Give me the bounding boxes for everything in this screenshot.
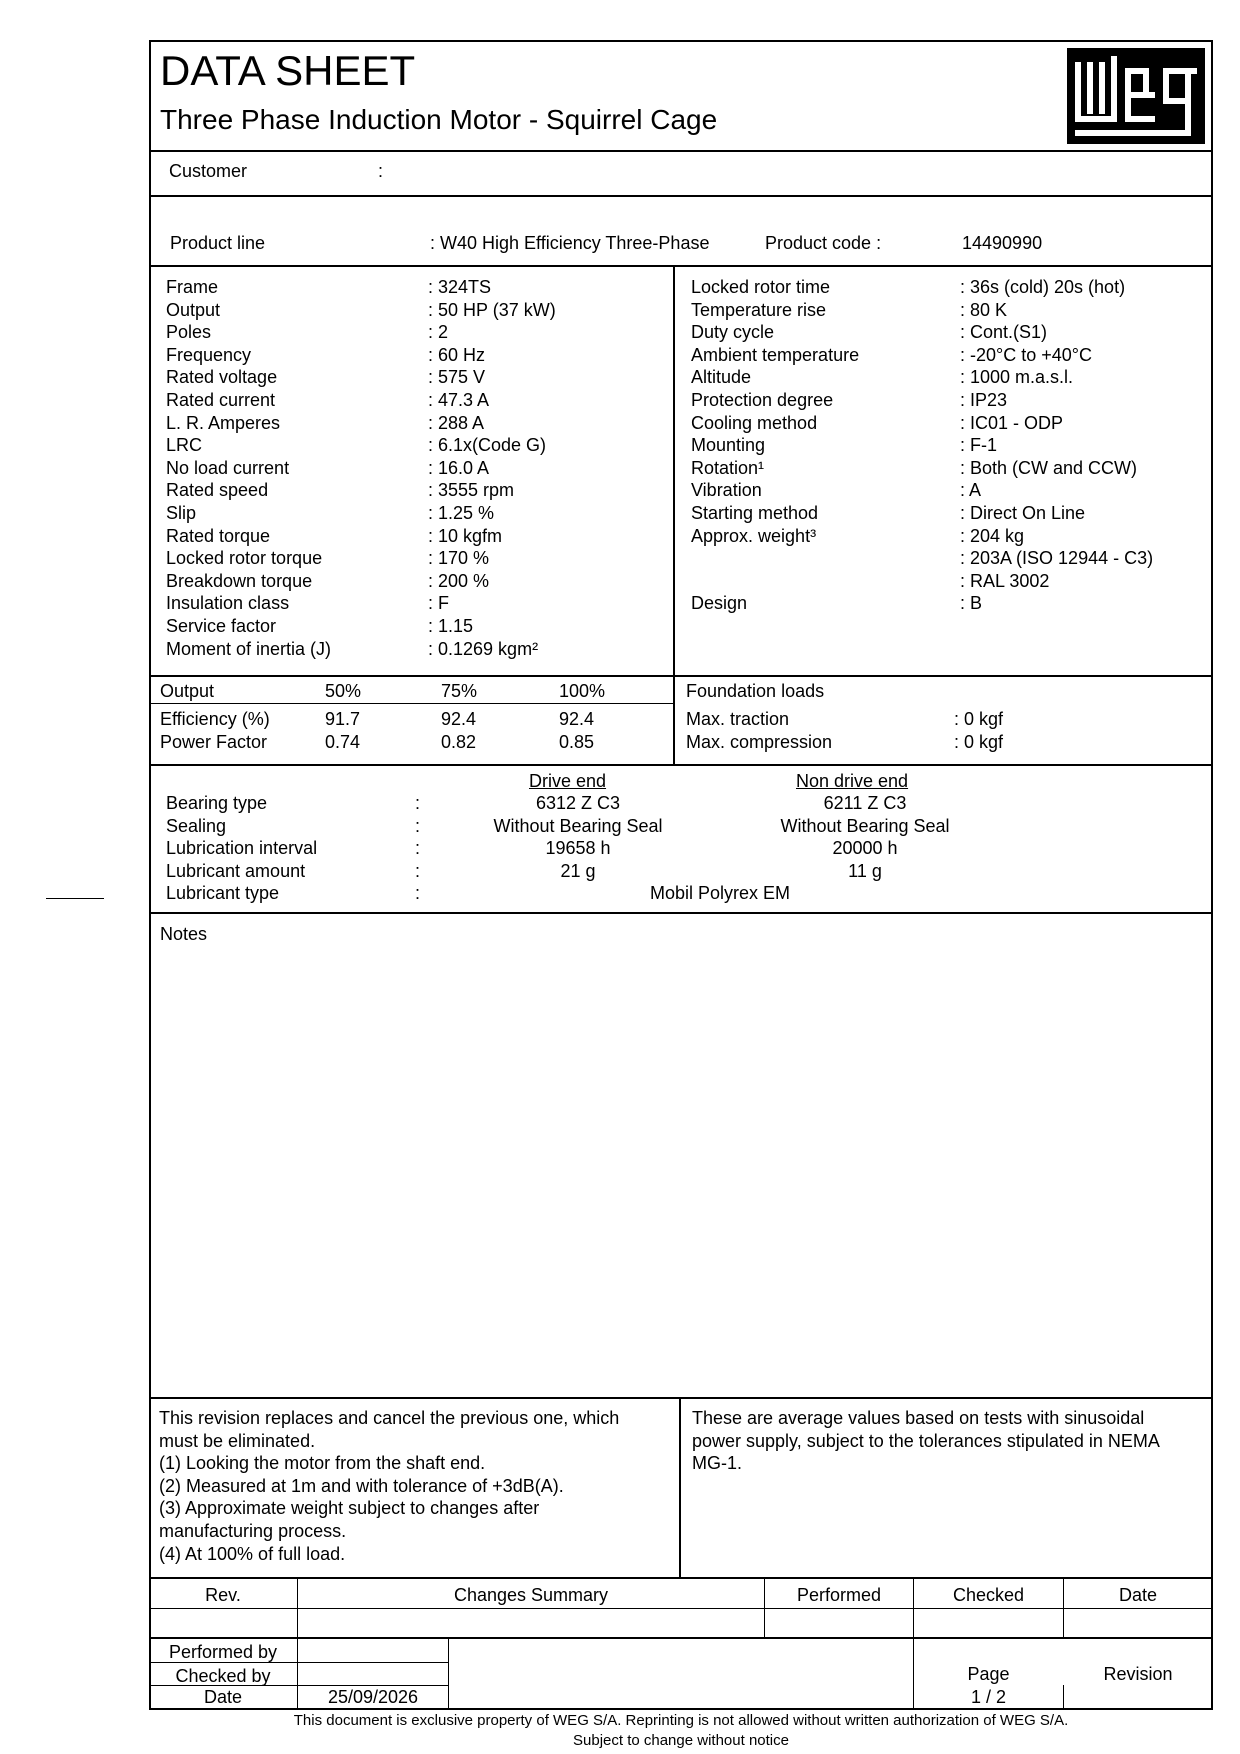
spec-value: : 575 V	[428, 367, 486, 388]
bearing-label: Sealing	[166, 816, 227, 836]
spec-value: : 204 kg	[960, 525, 1025, 546]
bearing-de-value: 21 g	[560, 861, 596, 881]
revision-header-checked: Checked	[952, 1585, 1025, 1605]
spec-label: Poles	[166, 322, 212, 343]
bearing-sep: :	[415, 861, 421, 881]
bearing-de-value: 19658 h	[545, 838, 611, 858]
performance-cell: 0.74	[325, 732, 361, 752]
foundation-label: Max. compression	[686, 732, 833, 752]
spec-value: : 1000 m.a.s.l.	[960, 367, 1074, 388]
bearing-nde-value: 6211 Z C3	[823, 793, 907, 813]
spec-value: : IP23	[960, 389, 1008, 410]
spec-label: Design	[691, 593, 748, 614]
performance-row-label: Power Factor	[160, 732, 268, 752]
spec-label: LRC	[166, 435, 203, 456]
bearing-nde-value: Without Bearing Seal	[780, 816, 950, 836]
footnote-line: must be eliminated.	[159, 1430, 316, 1451]
date-label: Date	[203, 1687, 243, 1707]
product-code-value: 14490990	[962, 233, 1043, 253]
customer-sep: :	[378, 161, 384, 181]
bearing-nde-value: 20000 h	[832, 838, 898, 858]
foundation-title: Foundation loads	[686, 681, 825, 701]
performance-cell: 92.4	[441, 709, 477, 729]
spec-value: : 47.3 A	[428, 389, 490, 410]
margin-mark	[46, 898, 104, 899]
spec-value: : Both (CW and CCW)	[960, 457, 1138, 478]
spec-value: : 203A (ISO 12944 - C3)	[960, 548, 1154, 569]
performance-cell: 91.7	[325, 709, 361, 729]
frame-right-border	[1211, 41, 1213, 1710]
signoff-col-divider-4	[1063, 1685, 1064, 1709]
performance-cell: 0.82	[441, 732, 477, 752]
spec-label	[691, 547, 859, 570]
spec-label: Slip	[166, 502, 197, 523]
divider-notes	[149, 1397, 1213, 1399]
spec-label: Altitude	[691, 367, 752, 388]
spec-value: : A	[960, 480, 982, 501]
frame-bottom-border	[149, 1708, 1213, 1710]
spec-value: : 60 Hz	[428, 344, 486, 365]
divider-specs-vertical	[673, 266, 675, 765]
drive-end-header: Drive end	[529, 771, 607, 791]
spec-value: : 3555 rpm	[428, 480, 515, 501]
revision-header-rev: Rev.	[205, 1585, 241, 1605]
divider-bearings	[149, 912, 1213, 914]
spec-label: Rated torque	[166, 525, 271, 546]
bearing-de-value: 6312 Z C3	[535, 793, 621, 813]
frame-top-border	[149, 40, 1213, 42]
lubricant-type-sep: :	[415, 883, 421, 903]
footnote-line: This revision replaces and cancel the previous one, which	[159, 1408, 620, 1428]
performance-header-50: 50%	[325, 681, 362, 701]
bearing-label: Lubricant amount	[166, 861, 306, 881]
spec-value: : 16.0 A	[428, 457, 490, 478]
performance-header-100: 100%	[559, 681, 606, 701]
frame-left-border	[149, 41, 151, 1710]
spec-label: Breakdown torque	[166, 570, 313, 591]
page-subtitle: Three Phase Induction Motor - Squirrel Cage	[160, 104, 718, 135]
notes-label: Notes	[160, 924, 208, 944]
bearing-sep: :	[415, 793, 421, 813]
footnote-line: (1) Looking the motor from the shaft end.	[159, 1453, 486, 1474]
spec-value: : 200 %	[428, 570, 490, 591]
footnotes-right	[692, 1407, 1160, 1475]
spec-label: Moment of inertia (J)	[166, 638, 332, 659]
foundation-value: : 0 kgf	[954, 709, 1004, 729]
spec-value: : 80 K	[960, 299, 1008, 320]
spec-label: Duty cycle	[691, 322, 775, 343]
bearing-label: Bearing type	[166, 793, 268, 813]
spec-label: Locked rotor torque	[166, 548, 323, 569]
page-title: DATA SHEET	[160, 47, 416, 94]
spec-value: : 1.15	[428, 615, 474, 636]
spec-label: Output	[166, 299, 221, 320]
page-value: 1 / 2	[970, 1687, 1007, 1707]
revision-header-changes: Changes Summary	[453, 1585, 609, 1605]
performance-cell: 0.85	[559, 732, 595, 752]
spec-value: : 288 A	[428, 412, 485, 433]
spec-label: Temperature rise	[691, 299, 827, 320]
spec-value: : 0.1269 kgm²	[428, 638, 539, 659]
spec-value: : F	[428, 593, 449, 614]
performance-header-output: Output	[160, 681, 215, 701]
spec-label: Cooling method	[691, 412, 818, 433]
performance-header-75: 75%	[441, 681, 478, 701]
footnote-line: (4) At 100% of full load.	[159, 1543, 346, 1564]
footnote-line: (3) Approximate weight subject to changes after	[159, 1498, 540, 1519]
spec-value: : -20°C to +40°C	[960, 344, 1092, 365]
lubricant-type-value: Mobil Polyrex EM	[649, 883, 791, 903]
date-value: 25/09/2026	[327, 1687, 419, 1707]
spec-label: Starting method	[691, 502, 819, 523]
non-drive-end-header: Non drive end	[796, 771, 909, 791]
footnote-line: manufacturing process.	[159, 1520, 347, 1541]
performance-cell: 92.4	[559, 709, 595, 729]
page-label: Page	[967, 1664, 1010, 1684]
spec-label: Rotation¹	[691, 457, 765, 478]
divider-customer	[149, 195, 1213, 197]
checked-by-label: Checked by	[175, 1666, 271, 1686]
spec-value: : 6.1x(Code G)	[428, 435, 547, 456]
spec-label: Vibration	[691, 480, 762, 501]
divider-product	[149, 265, 1213, 267]
spec-value: : F-1	[960, 435, 998, 456]
spec-value: : 1.25 %	[428, 502, 495, 523]
customer-label: Customer	[169, 161, 248, 181]
spec-value: : Cont.(S1)	[960, 322, 1048, 343]
revision-header-performed: Performed	[796, 1585, 882, 1605]
performance-row-label: Efficiency (%)	[160, 709, 270, 729]
spec-label: Frame	[166, 277, 219, 297]
spec-label: Service factor	[166, 615, 277, 636]
product-code-label: Product code :	[765, 233, 882, 253]
specs-right-labels	[691, 276, 859, 615]
bearing-nde-value: 11 g	[848, 861, 882, 881]
spec-label: Insulation class	[166, 593, 290, 614]
divider-performance	[149, 764, 1213, 766]
divider-performance-header	[149, 703, 674, 704]
footnote-line: power supply, subject to the tolerances stipulated in NEMA	[692, 1430, 1160, 1451]
spec-label: Rated voltage	[166, 367, 278, 388]
divider-specs	[149, 675, 1213, 677]
bearing-sep: :	[415, 838, 421, 858]
spec-label: Frequency	[166, 344, 252, 365]
bearing-sep: :	[415, 816, 421, 836]
spec-value: : 50 HP (37 kW)	[428, 299, 556, 320]
spec-label: Rated current	[166, 389, 276, 410]
spec-value: : IC01 - ODP	[960, 412, 1064, 433]
product-line-value: : W40 High Efficiency Three-Phase	[430, 233, 710, 253]
spec-label: No load current	[166, 457, 290, 478]
spec-value: : RAL 3002	[960, 570, 1050, 591]
bearing-label: Lubrication interval	[166, 838, 318, 858]
spec-value: : 170 %	[428, 548, 490, 569]
spec-label: Protection degree	[691, 389, 834, 410]
divider-footnotes	[149, 1577, 1213, 1579]
spec-value: : B	[960, 593, 983, 614]
weg-logo	[1067, 48, 1205, 144]
divider-header	[149, 150, 1213, 152]
spec-label: Rated speed	[166, 480, 269, 501]
footnotes-left	[159, 1407, 619, 1565]
spec-label: Locked rotor time	[691, 277, 831, 297]
specs-left-values	[428, 276, 556, 660]
footnote-line: (2) Measured at 1m and with tolerance of +3dB(A).	[159, 1475, 564, 1496]
product-line-label: Product line	[170, 233, 266, 253]
spec-label: Ambient temperature	[691, 344, 860, 365]
footer-change-notice: Subject to change without notice	[573, 1732, 789, 1749]
spec-label: Mounting	[691, 435, 766, 456]
revision-header-date: Date	[1118, 1585, 1158, 1605]
footnote-line: MG-1.	[692, 1453, 743, 1474]
bearing-de-value: Without Bearing Seal	[493, 816, 663, 836]
performed-by-label: Performed by	[168, 1642, 278, 1662]
spec-label	[691, 570, 859, 593]
revision-label: Revision	[1103, 1664, 1173, 1684]
divider-footnotes-vertical	[679, 1398, 681, 1578]
footer-property-notice: This document is exclusive property of WEG S/A. Reprinting is not allowed without written authorization of WEG S/A.	[293, 1712, 1069, 1729]
spec-value: : 10 kgfm	[428, 525, 503, 546]
spec-label: L. R. Amperes	[166, 412, 281, 433]
lubricant-type-label: Lubricant type	[166, 883, 280, 903]
spec-value: : 36s (cold) 20s (hot)	[960, 277, 1126, 297]
signoff-col-divider-2	[448, 1638, 449, 1709]
divider-revision-table	[149, 1637, 1213, 1639]
spec-label: Approx. weight³	[691, 525, 817, 546]
footnote-line: These are average values based on tests with sinusoidal	[692, 1408, 1145, 1428]
spec-value: : Direct On Line	[960, 502, 1086, 523]
foundation-label: Max. traction	[686, 709, 790, 729]
foundation-value: : 0 kgf	[954, 732, 1004, 752]
spec-value: : 2	[428, 322, 449, 343]
specs-right-values	[960, 276, 1153, 615]
spec-value: : 324TS	[428, 277, 492, 297]
specs-left-labels	[166, 276, 331, 660]
divider-revision-header	[149, 1608, 1213, 1609]
